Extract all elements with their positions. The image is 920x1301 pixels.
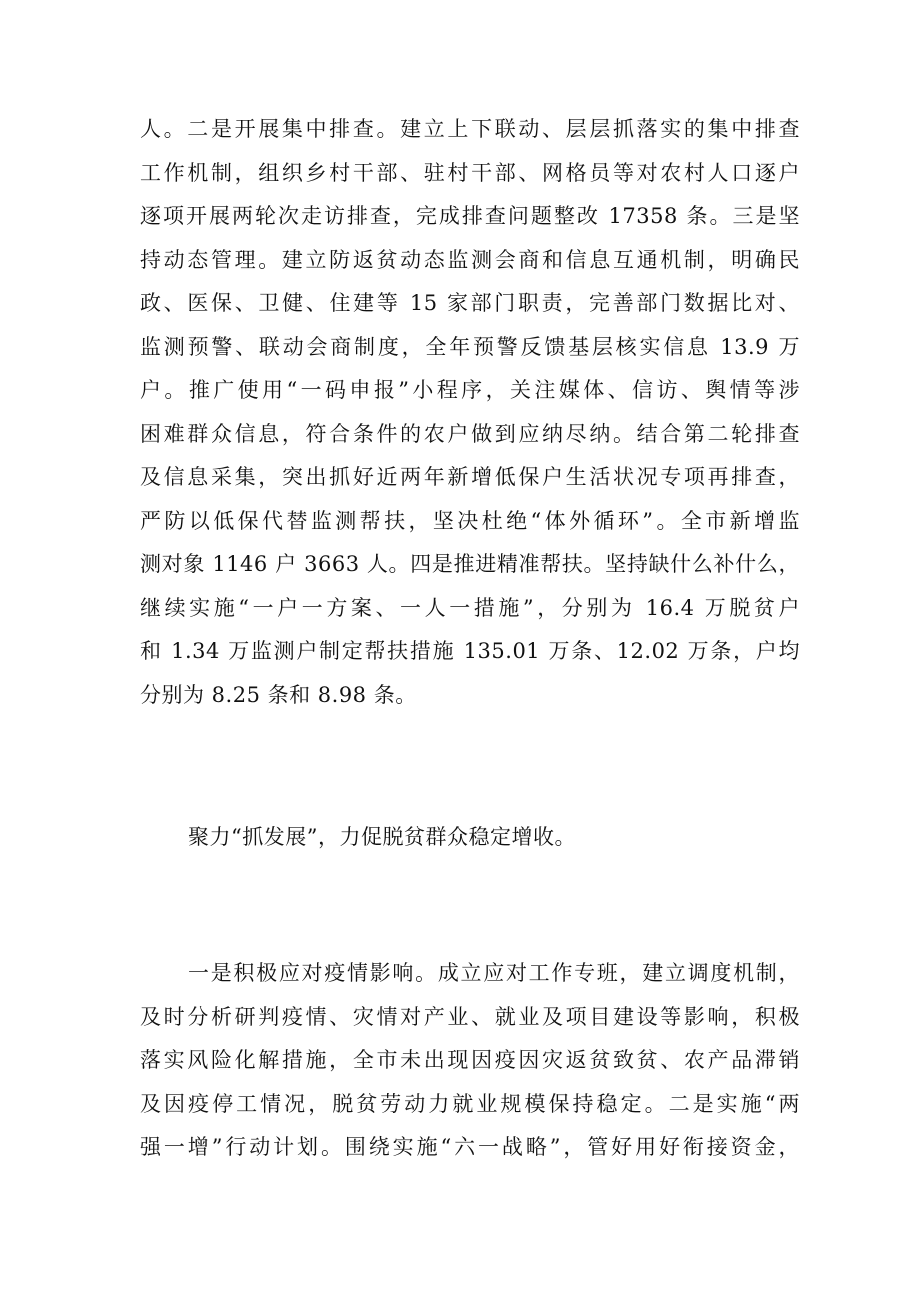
paragraph-line: 逐项开展两轮次走访排查，完成排查问题整改 17358 条。三是坚 [140,204,800,228]
body-paragraph [140,108,800,717]
paragraph-line: 强一增”行动计划。围绕实施“六一战略”，管好用好衔接资金， [140,1135,800,1159]
section-heading [188,816,848,860]
paragraph-line: 落实风险化解措施，全市未出现因疫因灾返贫致贫、农产品滞销 [140,1048,800,1072]
paragraph-line: 及信息采集，突出抓好近两年新增低保户生活状况专项再排查， [140,465,800,489]
paragraph-line: 严防以低保代替监测帮扶，坚决杜绝“体外循环”。全市新增监 [140,508,800,533]
paragraph-line: 及因疫停工情况，脱贫劳动力就业规模保持稳定。二是实施“两 [140,1091,800,1116]
body-paragraph [140,952,800,1170]
paragraph-line: 及时分析研判疫情、灾情对产业、就业及项目建设等影响，积极 [140,1004,800,1029]
paragraph-line: 分别为 8.25 条和 8.98 条。 [140,682,417,707]
paragraph-line: 困难群众信息，符合条件的农户做到应纳尽纳。结合第二轮排查 [140,421,800,446]
paragraph-line: 工作机制，组织乡村干部、驻村干部、网格员等对农村人口逐户 [140,160,800,185]
paragraph-line: 人。二是开展集中排查。建立上下联动、层层抓落实的集中排查 [140,117,800,141]
paragraph-line: 继续实施“一户一方案、一人一措施”，分别为 16.4 万脱贫户 [140,595,800,620]
paragraph-line: 政、医保、卫健、住建等 15 家部门职责，完善部门数据比对、 [140,291,800,315]
paragraph-line: 一是积极应对疫情影响。成立应对工作专班，建立调度机制， [188,961,800,985]
paragraph-line: 持动态管理。建立防返贫动态监测会商和信息互通机制，明确民 [140,247,800,272]
paragraph-line: 监测预警、联动会商制度，全年预警反馈基层核实信息 13.9 万 [140,334,800,359]
paragraph-line: 户。推广使用“一码申报”小程序，关注媒体、信访、舆情等涉 [140,378,800,402]
paragraph-line: 和 1.34 万监测户制定帮扶措施 135.01 万条、12.02 万条，户均 [140,639,800,663]
paragraph-line: 测对象 1146 户 3663 人。四是推进精准帮扶。坚持缺什么补什么， [140,552,800,576]
section-heading-text: 聚力“抓发展”，力促脱贫群众稳定增收。 [188,825,576,849]
